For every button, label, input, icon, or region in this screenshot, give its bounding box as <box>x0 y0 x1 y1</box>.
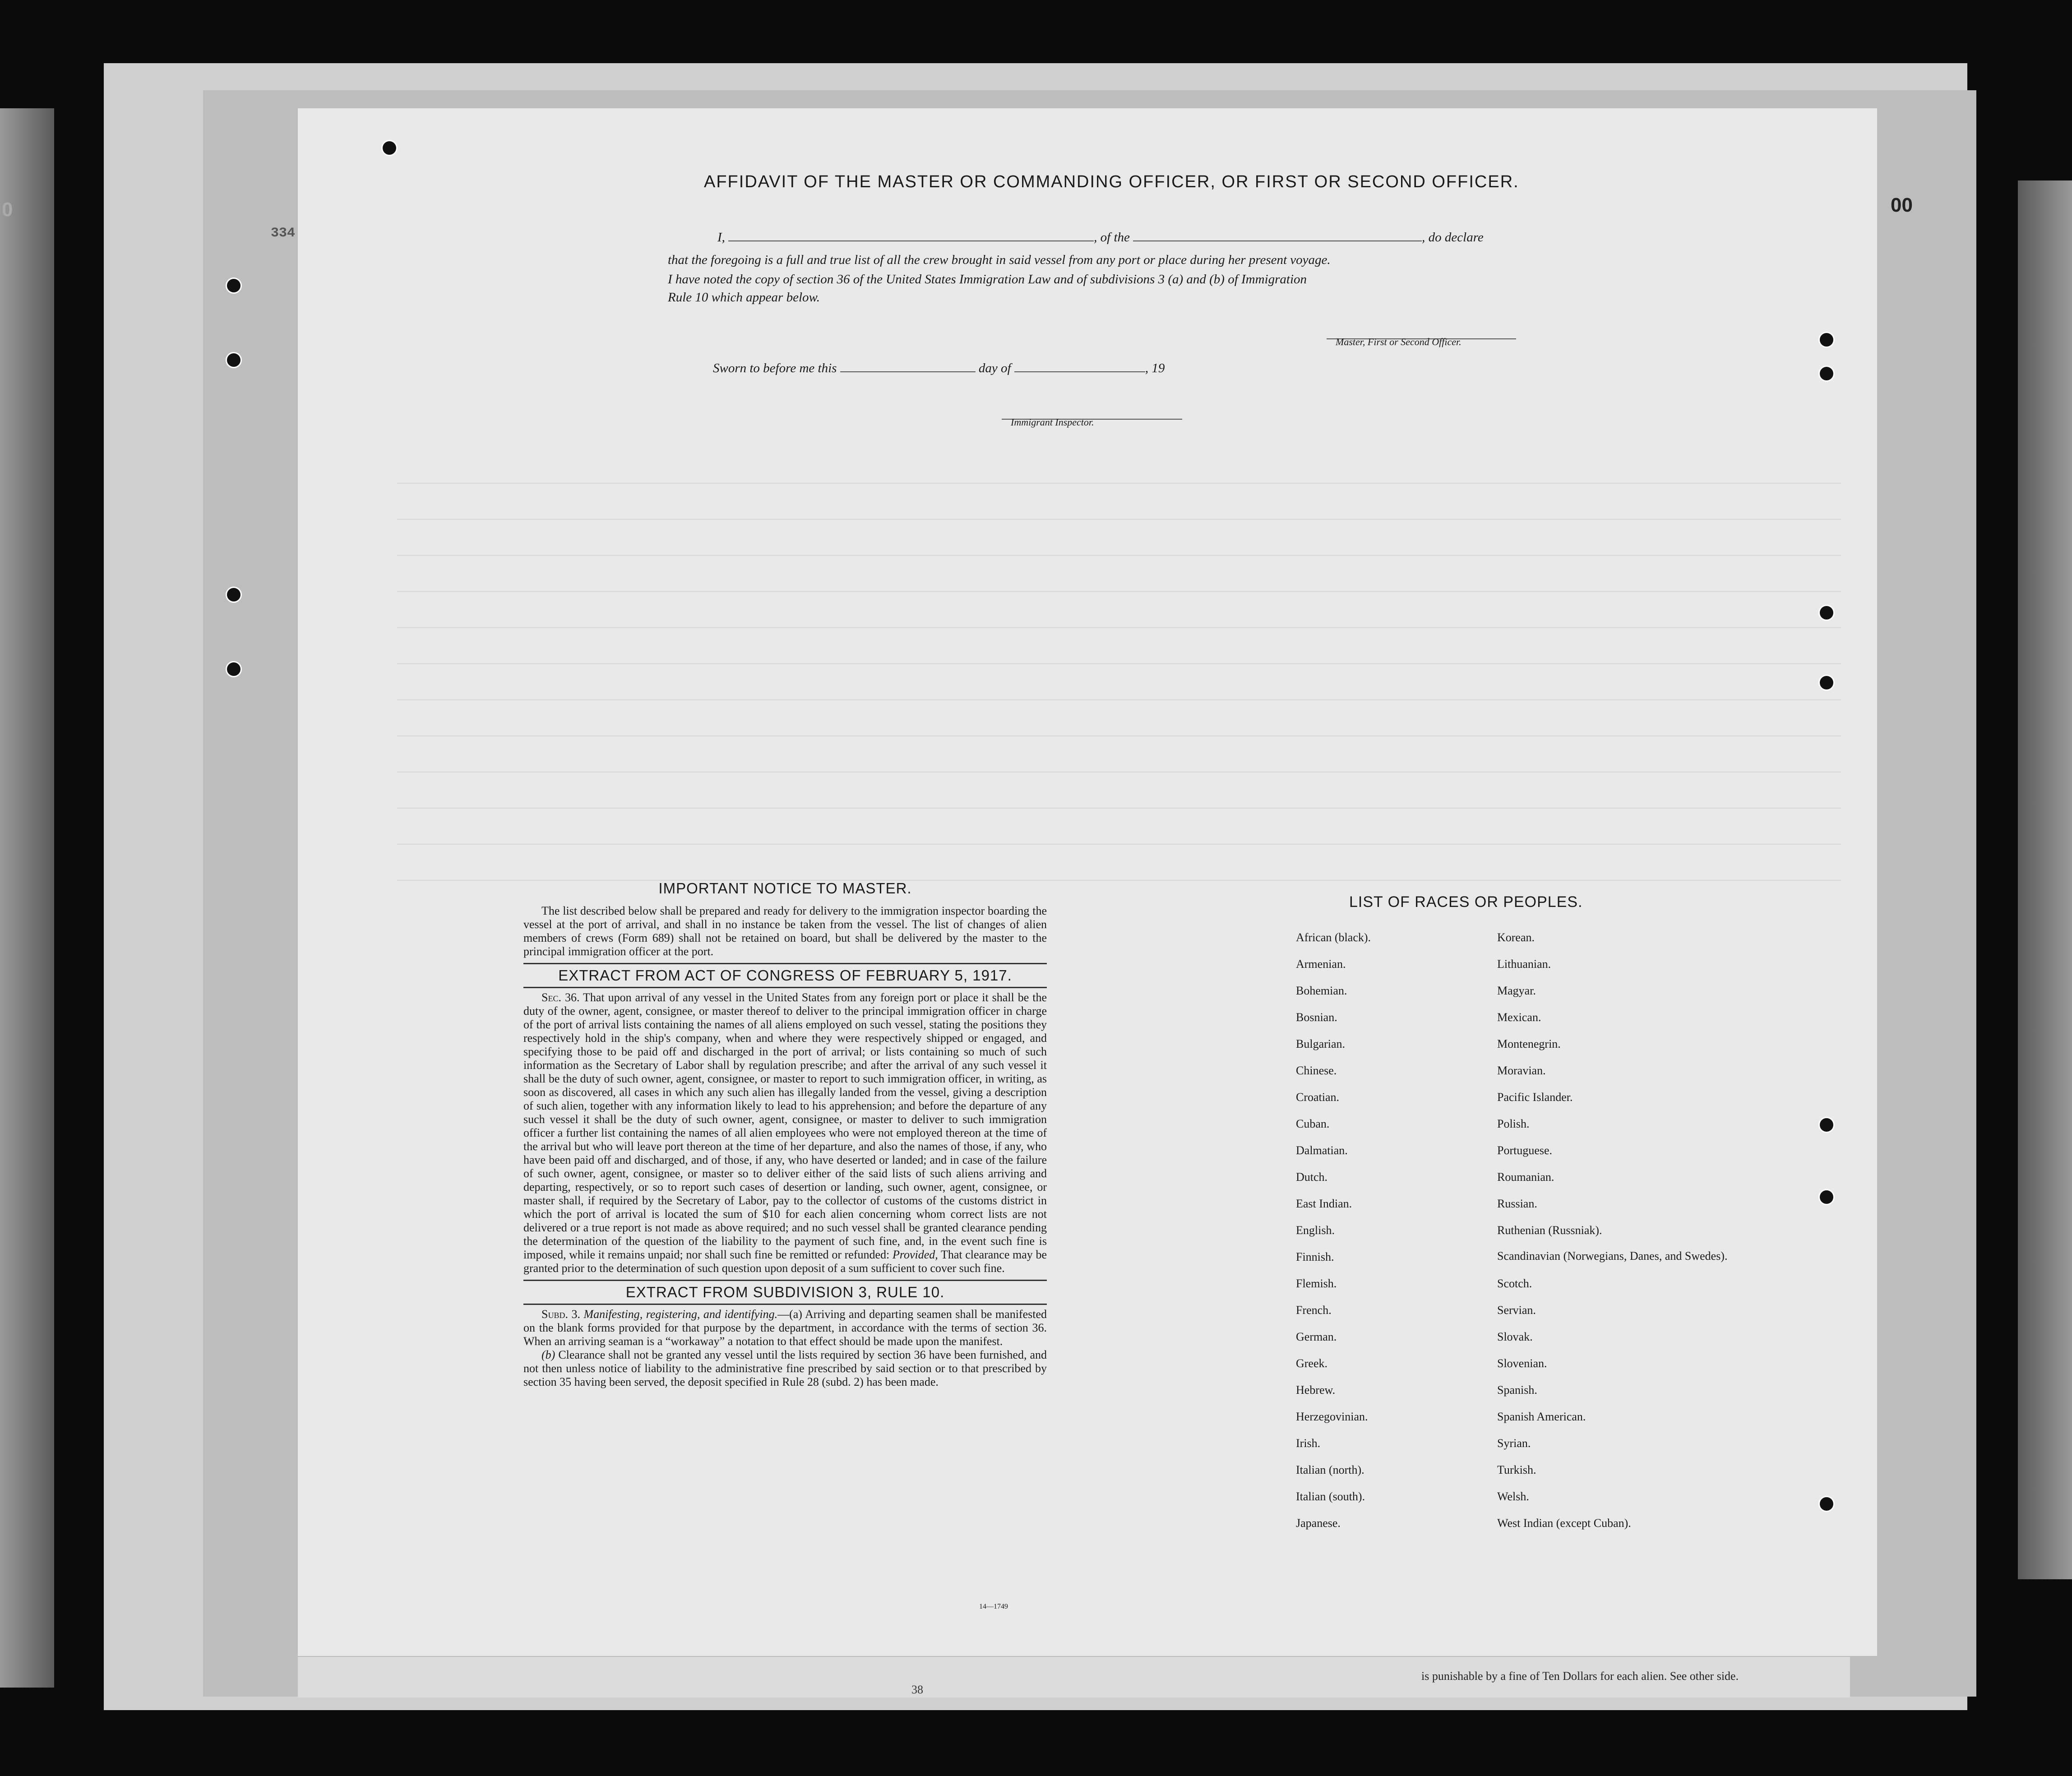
race-item: Russian. <box>1497 1197 1537 1210</box>
race-item: Italian (north). <box>1296 1463 1364 1476</box>
race-item: Dutch. <box>1296 1170 1328 1184</box>
footer-fine-notice: is punishable by a fine of Ten Dollars for each alien. See other side. <box>1421 1670 1739 1683</box>
proviso-word: Provided, <box>892 1248 938 1261</box>
bleed-through-ghost <box>397 451 1841 902</box>
affidavit-line-4: Rule 10 which appear below. <box>668 290 820 305</box>
stamp-mark: 334 <box>271 226 296 241</box>
race-item: Armenian. <box>1296 957 1346 971</box>
race-item: Bohemian. <box>1296 984 1347 997</box>
divider <box>523 963 1047 964</box>
race-item: Slovenian. <box>1497 1357 1547 1370</box>
edge-number-right: 00 <box>1891 194 1913 216</box>
race-item: African (black). <box>1296 931 1371 944</box>
race-item: Spanish. <box>1497 1383 1537 1397</box>
race-item: Croatian. <box>1296 1091 1340 1104</box>
race-item: Bulgarian. <box>1296 1037 1346 1050</box>
of-the-text: , of the <box>1094 230 1130 245</box>
rule-para-a <box>523 1308 1047 1348</box>
do-declare-text: , do declare <box>1422 230 1484 245</box>
section-label: Sec. 36. <box>541 991 580 1004</box>
race-item: Lithuanian. <box>1497 957 1551 971</box>
race-item: Slovak. <box>1497 1330 1533 1343</box>
vessel-name-blank <box>1133 228 1422 241</box>
rule-title: EXTRACT FROM SUBDIVISION 3, RULE 10. <box>625 1284 945 1300</box>
divider <box>523 987 1047 988</box>
act-text-end: That clearance may be granted prior to the determination of such question upon deposit of a sum sufficient to cover such fine. <box>523 1248 1047 1275</box>
race-item: Syrian. <box>1497 1437 1531 1450</box>
inspector-label: Immigrant Inspector. <box>1011 416 1094 428</box>
affidavit-line-3: I have noted the copy of section 36 of the United States Immigration Law and of subdivisions 3 (a) and (b) of Immigration <box>668 272 1307 287</box>
race-item: Scotch. <box>1497 1277 1532 1290</box>
signature-label: Master, First or Second Officer. <box>1336 336 1462 347</box>
race-item: Welsh. <box>1497 1490 1529 1503</box>
race-item: Moravian. <box>1497 1064 1546 1077</box>
race-item: Flemish. <box>1296 1277 1337 1290</box>
race-item: Roumanian. <box>1497 1170 1554 1184</box>
punch-hole-icon <box>381 140 398 156</box>
right-page-stack <box>2018 180 2072 1579</box>
race-item: Servian. <box>1497 1304 1536 1317</box>
punch-hole-icon <box>226 661 242 677</box>
left-page-stack <box>0 108 54 1688</box>
notice-text: The list described below shall be prepared and ready for delivery to the immigration inspector boarding the vessel at the port of arrival, and shall in no instance be taken from the vessel. The list of changes of alien members of crews (Form 689) shall not be retained on board, but shall be delivered by the master to the principal immigration officer at the port. <box>523 904 1047 958</box>
races-column-2 <box>1497 931 1727 1543</box>
affidavit-title: AFFIDAVIT OF THE MASTER OR COMMANDING OFFICER, OR FIRST OR SECOND OFFICER. <box>704 172 1519 191</box>
act-body <box>523 991 1047 1275</box>
act-title: EXTRACT FROM ACT OF CONGRESS OF FEBRUARY 5, 1917. <box>558 967 1012 984</box>
races-column-1 <box>1296 931 1371 1543</box>
subd-label: Subd. 3. <box>541 1308 580 1321</box>
notice-body <box>523 904 1047 958</box>
race-item: Polish. <box>1497 1117 1530 1130</box>
subd-heading: Manifesting, registering, and identifying. <box>583 1308 778 1321</box>
punch-hole-icon <box>226 278 242 294</box>
sworn-line <box>713 359 1165 376</box>
race-item: Ruthenian (Russniak). <box>1497 1224 1602 1237</box>
punch-hole-icon <box>1818 1496 1835 1512</box>
affidavit-line-2: that the foregoing is a full and true list of all the crew brought in said vessel from any port or place during her present voyage. <box>668 253 1331 267</box>
form-number: 14—1749 <box>979 1603 1008 1610</box>
punch-hole-icon <box>1818 365 1835 382</box>
para-b-label: (b) <box>541 1348 555 1361</box>
race-item: Scandinavian (Norwegians, Danes, and Swedes). <box>1497 1249 1728 1263</box>
rule-para-b-text: Clearance shall not be granted any vessel until the lists required by section 36 have been furnished, and not then unless notice of liability to the administrative fine prescribed by said section or to that prescribed by section 35 having been served, the deposit specified in Rule 28 (subd. 2) has been made. <box>523 1348 1047 1388</box>
race-item: Chinese. <box>1296 1064 1337 1077</box>
race-item: Hebrew. <box>1296 1383 1336 1397</box>
race-item: Mexican. <box>1497 1011 1541 1024</box>
punch-hole-icon <box>226 352 242 368</box>
affidavit-line-1 <box>717 228 1484 245</box>
year-text: , 19 <box>1145 361 1165 375</box>
punch-hole-icon <box>1818 332 1835 348</box>
race-item: East Indian. <box>1296 1197 1352 1210</box>
punch-hole-icon <box>1818 1189 1835 1205</box>
race-item: English. <box>1296 1224 1335 1237</box>
divider <box>523 1280 1047 1281</box>
race-item: Irish. <box>1296 1437 1321 1450</box>
rule-para-a-text: —(a) Arriving and departing seamen shall be manifested on the blank forms provided for that purpose by the department, in accordance with the terms of section 36. When an arriving seaman is a “workaway” a notation to that effect should be made upon the manifest. <box>523 1308 1047 1348</box>
divider <box>523 1304 1047 1305</box>
races-title: LIST OF RACES OR PEOPLES. <box>1349 893 1583 911</box>
race-item: French. <box>1296 1304 1332 1317</box>
race-item: Dalmatian. <box>1296 1144 1348 1157</box>
edge-number-left: 0 <box>2 199 13 221</box>
declare-prefix: I, <box>717 230 725 245</box>
sworn-text: Sworn to before me this <box>713 361 837 375</box>
notice-title: IMPORTANT NOTICE TO MASTER. <box>658 880 912 897</box>
sworn-day-blank <box>840 359 976 372</box>
race-item: Spanish American. <box>1497 1410 1586 1423</box>
page-number: 38 <box>911 1683 923 1696</box>
race-item: Korean. <box>1497 931 1535 944</box>
race-item: West Indian (except Cuban). <box>1497 1517 1631 1530</box>
race-item: Finnish. <box>1296 1250 1334 1263</box>
race-item: Montenegrin. <box>1497 1037 1561 1050</box>
day-of-text: day of <box>978 361 1011 375</box>
race-item: Bosnian. <box>1296 1011 1337 1024</box>
sworn-month-blank <box>1014 359 1145 372</box>
act-text: That upon arrival of any vessel in the United States from any foreign port or place it shall be the duty of the owner, agent, consignee, or master thereof to deliver to the principal immigration officer in charge of the port of arrival lists containing the names of all aliens employed on such vessel, stating the positions they respectively hold in the ship's company, when and where they were respectively shipped or engaged, and specifying those to be paid off and discharged in the port of arrival; or lists containing so much of such information as the Secretary of Labor shall by regulation prescribe; and after the arrival of any such vessel it shall be the duty of such owner, agent, consignee, or master to report to such immigration officer, in writing, as soon as discovered, all cases in which any such alien has illegally landed from the vessel, giving a description of such alien, together with any information likely to lead to his apprehension; and before the departure of any such vessel it shall be the duty of such owner, agent, consignee, or master to deliver to such immigration officer a further list containing the names of all alien employees who were not employed thereon at the time of the arrival but who will leave port thereon at the time of her departure, and also the names of those, if any, who have been paid off and discharged, and of those, if any, who have deserted or landed; and in case of the failure of such owner, agent, consignee, or master so to deliver either of the said lists of such aliens arriving and departing, respectively, or so to report such cases of desertion or landing, such owner, agent, consignee, or master shall, if required by the Secretary of Labor, pay to the collector of customs of the customs district in which the port of arrival is located the sum of $10 for each alien concerning whom correct lists are not delivered or a true report is not made as above required; and no such vessel shall be granted clearance pending the determination of the question of the liability to the payment of such fine, and, in the event such fine is imposed, while it remains unpaid; nor shall such fine be remitted or refunded: <box>523 991 1047 1261</box>
rule-para-b <box>523 1348 1047 1389</box>
race-item: German. <box>1296 1330 1337 1343</box>
race-item: Portuguese. <box>1497 1144 1553 1157</box>
race-item: Cuban. <box>1296 1117 1330 1130</box>
race-item: Pacific Islander. <box>1497 1091 1573 1104</box>
punch-hole-icon <box>1818 1117 1835 1133</box>
race-item: Turkish. <box>1497 1463 1536 1476</box>
punch-hole-icon <box>226 587 242 603</box>
legal-notices <box>523 880 1047 1389</box>
race-item: Herzegovinian. <box>1296 1410 1368 1423</box>
race-item: Magyar. <box>1497 984 1536 997</box>
race-item: Greek. <box>1296 1357 1328 1370</box>
race-item: Japanese. <box>1296 1517 1341 1530</box>
officer-name-blank <box>728 228 1094 241</box>
race-item: Italian (south). <box>1296 1490 1365 1503</box>
